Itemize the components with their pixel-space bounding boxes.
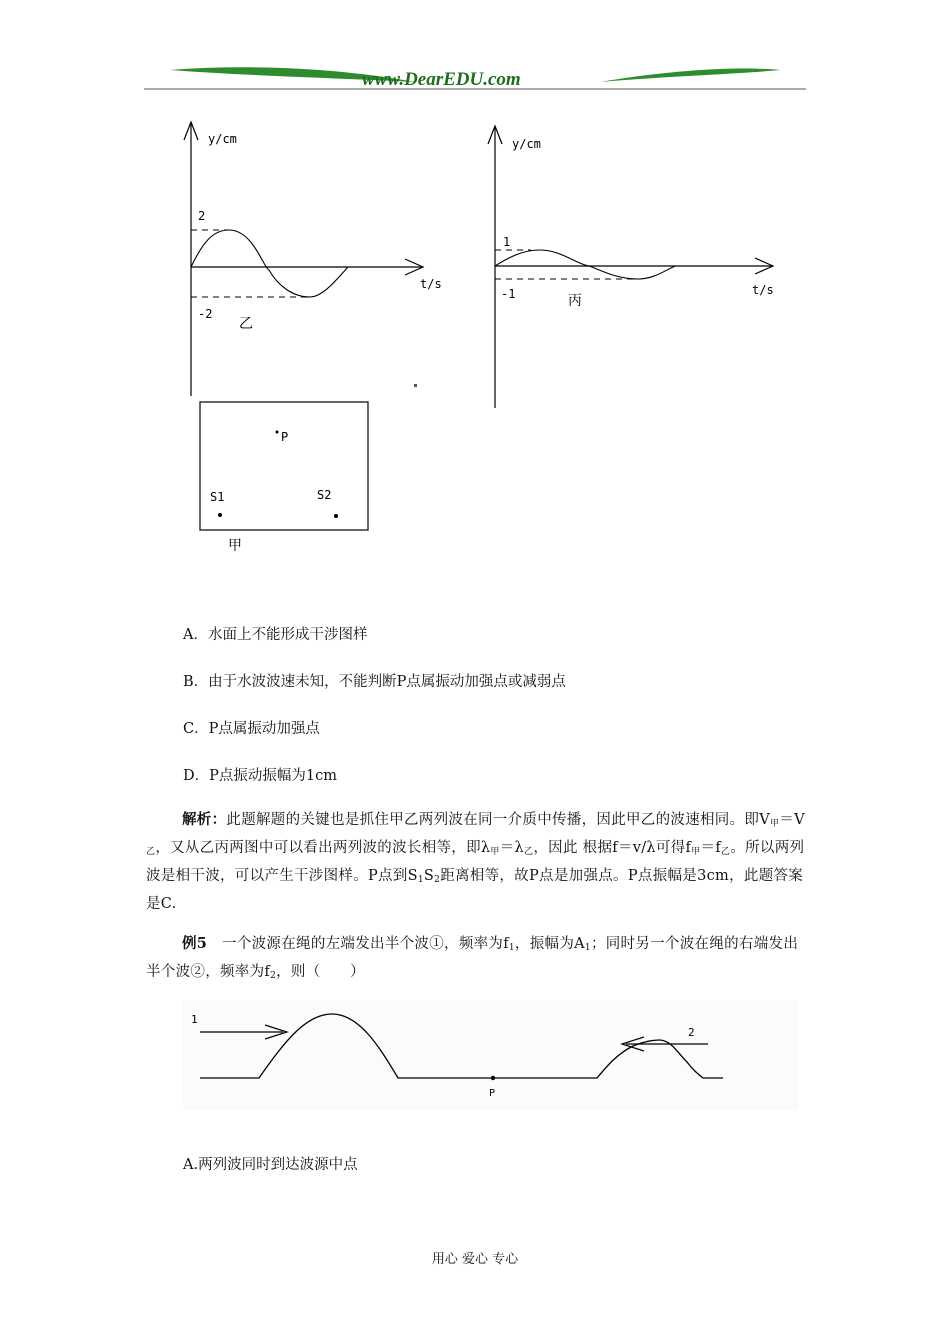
wave-curve <box>495 250 675 279</box>
option-d: D．P点振动振幅为1cm <box>183 768 337 784</box>
analysis-label: 解析： <box>182 811 227 828</box>
wave-2-label: 2 <box>688 1026 695 1039</box>
option-a: A．水面上不能形成干涉图样 <box>183 627 368 643</box>
wave-curve <box>191 230 348 297</box>
right-swoosh <box>600 69 780 83</box>
point-p-label: P <box>489 1088 496 1099</box>
analysis-paragraph: 解析：此题解题的关键也是抓住甲乙两列波在同一介质中传播，因此甲乙的波速相同。即$V_甲=V_乙$，又从乙丙两图中可以看出两列波的波长相等，即$\lambda_甲=\lambda_乙$，因此 根据f＝v/λ可得$f_甲=f_乙$。所以两列波是相干波，可以产生干涉图样。P点到$S_1S_2$距离相等，故P点是加强点。P点振幅是3cm，此题答案是C. <box>146 811 805 912</box>
footer-text: 用心 爱心 专心 <box>431 1252 519 1267</box>
amp-top-label: 1 <box>503 235 511 249</box>
graph-bing <box>476 118 786 413</box>
y-axis-label: y/cm <box>208 132 237 146</box>
rope-figure <box>183 1000 798 1110</box>
amp-top-label: 2 <box>198 209 206 223</box>
y-axis-label: y/cm <box>512 137 541 151</box>
example5-paragraph: 例5 一个波源在绳的左端发出半个波①，频率为$f_1$，振幅为$A_1$；同时另一个波在绳的右端发出半个波②，频率为$f_2$，则（ ） <box>146 935 799 981</box>
pool-box <box>200 402 368 530</box>
t-axis-label: t/s <box>420 277 442 291</box>
site-logo-text: www.DearEDU.com <box>362 69 521 90</box>
header-banner <box>140 58 810 94</box>
s1-label: S1 <box>210 490 225 504</box>
point-p-dot <box>491 1076 495 1080</box>
stray-dot <box>414 384 417 387</box>
point-p-dot <box>276 431 279 434</box>
option-c: C．P点属振动加强点 <box>183 721 320 737</box>
graph-jia <box>196 398 372 558</box>
graph-caption: 丙 <box>568 293 582 309</box>
t-axis-label: t/s <box>752 283 774 297</box>
amp-bottom-label: -1 <box>501 287 516 301</box>
point-p-label: P <box>281 430 289 444</box>
option-a-q5: A.两列波同时到达波源中点 <box>183 1157 358 1173</box>
wave-1-label: 1 <box>191 1013 198 1026</box>
graph-yi <box>168 118 442 398</box>
example5-label: 例5 <box>182 935 208 952</box>
option-b: B．由于水波波速未知，不能判断P点属振动加强点或减弱点 <box>183 674 566 690</box>
s2-dot <box>334 514 338 518</box>
amp-bottom-label: -2 <box>198 307 213 321</box>
graph-caption: 乙 <box>239 316 253 332</box>
s2-label: S2 <box>317 488 332 502</box>
graph-caption: 甲 <box>228 538 242 554</box>
s1-dot <box>218 513 222 517</box>
